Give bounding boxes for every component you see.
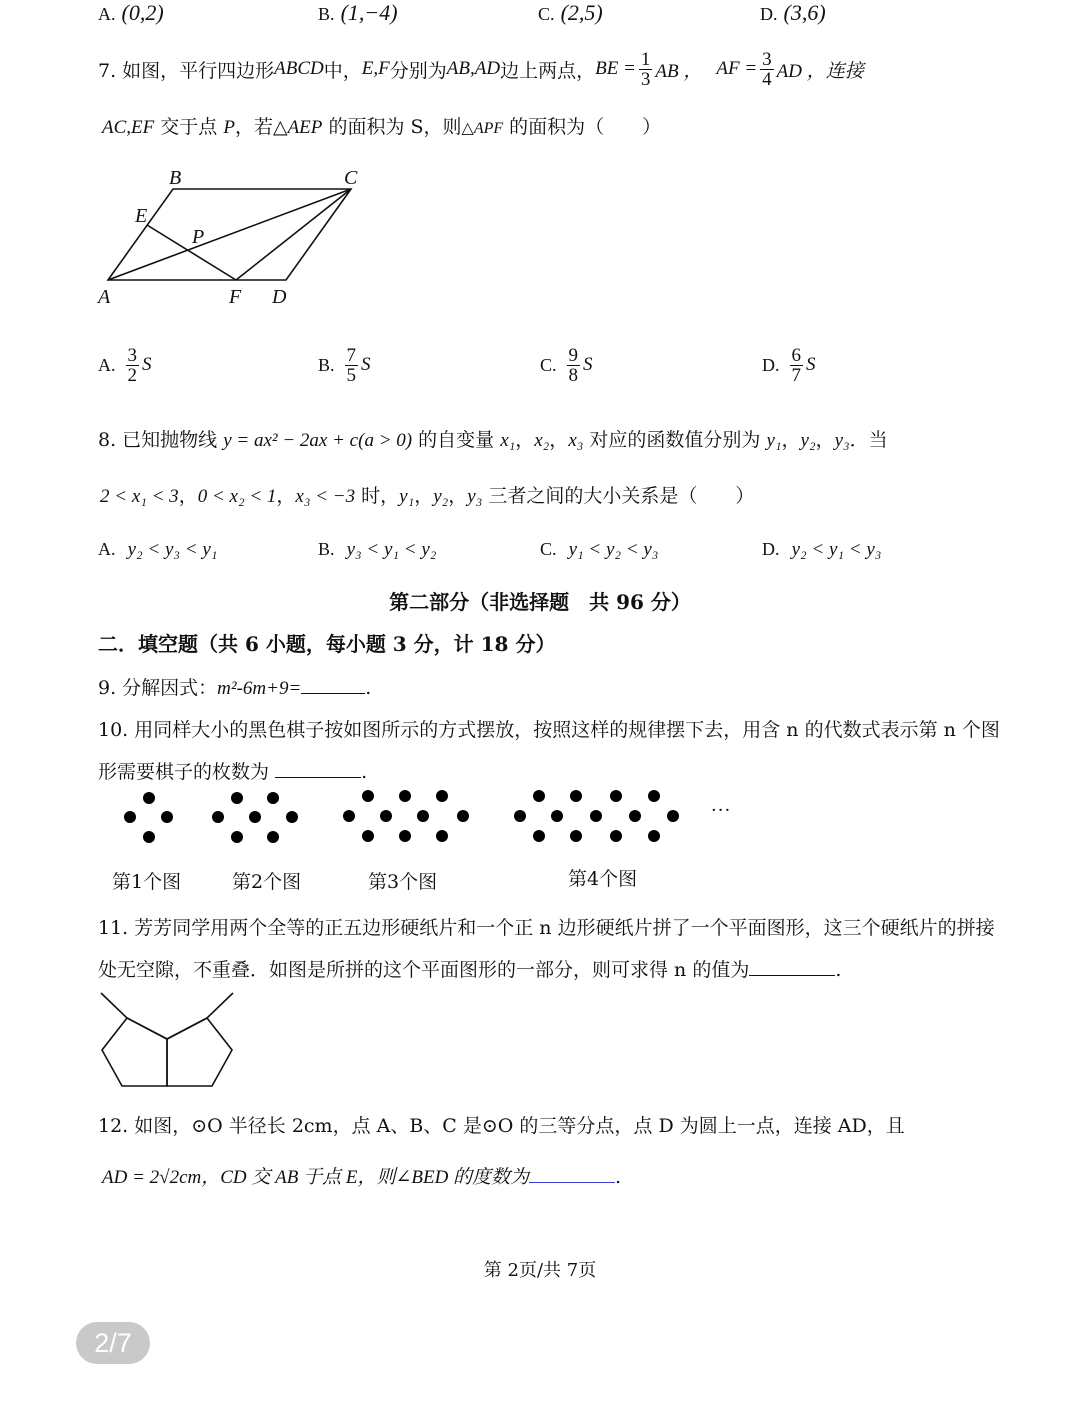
left-extension-line	[101, 993, 127, 1018]
dot	[143, 831, 155, 843]
left-pentagon	[102, 1018, 167, 1086]
label-f: F	[229, 286, 242, 308]
caption-figure-3: 第3个图	[368, 871, 438, 893]
dot	[380, 810, 392, 822]
caption-figure-2: 第2个图	[232, 871, 302, 893]
dot	[436, 790, 448, 802]
dot	[610, 790, 622, 802]
q10-line-1: 10. 用同样大小的黑色棋子按如图所示的方式摆放，按照这样的规律摆下去，用含 n 的代数式表示第 n 个图	[98, 719, 1000, 741]
q8-option-d: D. y₂ < y₁ < y₃	[762, 539, 882, 560]
label-d: D	[272, 286, 287, 308]
q11-line-1: 11. 芳芳同学用两个全等的正五边形硬纸片和一个正 n 边形硬纸片拼了一个平面图形，这三个硬纸片的拼接	[98, 917, 995, 939]
label-c: C	[344, 167, 358, 189]
q12-answer-blank[interactable]	[529, 1182, 615, 1183]
q9-answer-blank[interactable]	[301, 693, 365, 694]
q6-option-a: A. (0,2)	[98, 0, 164, 25]
dot	[362, 830, 374, 842]
page-indicator-badge[interactable]: 2/7	[76, 1322, 150, 1364]
dot	[610, 830, 622, 842]
dot	[267, 792, 279, 804]
q11-line-2: 处无空隙，不重叠．如图是所拼的这个平面图形的一部分，则可求得 n 的值为 .	[98, 959, 842, 981]
caption-figure-4: 第4个图	[568, 868, 638, 890]
dot	[648, 830, 660, 842]
dot	[399, 830, 411, 842]
q7-line-2: AC,EF 交于点 P，若△AEP 的面积为 S，则△APF 的面积为（ ）	[102, 116, 662, 138]
right-extension-line	[207, 993, 233, 1018]
q6-option-d: D. (3,6)	[760, 0, 826, 25]
dot	[343, 810, 355, 822]
dot	[161, 811, 173, 823]
q9: 9. 分解因式：m²-6m+9= .	[98, 677, 372, 699]
dot	[212, 811, 224, 823]
q7-option-c: C. $\frac{9}{8}$ S	[540, 344, 593, 386]
af-fraction: $\frac{3}{4}$	[762, 48, 772, 90]
dot	[362, 790, 374, 802]
dot	[267, 831, 279, 843]
pentagon-figure	[96, 990, 241, 1100]
q11-answer-blank[interactable]	[749, 975, 835, 976]
dot	[570, 830, 582, 842]
dot	[417, 810, 429, 822]
dots-ellipsis: ···	[711, 800, 732, 821]
diagonal-ac	[108, 189, 351, 280]
q8-line-2: 2 < x₁ < 3，0 < x₂ < 1，x₃ < −3 时，y₁，y₂，y₃ 三者之间的大小关系是（ ）	[100, 485, 755, 507]
parallelogram-figure	[96, 160, 376, 310]
section2-title: 二．填空题（共 6 小题，每小题 3 分，计 18 分）	[98, 632, 556, 656]
shared-top-edge	[167, 1018, 207, 1039]
segment-fc	[236, 189, 351, 280]
dot	[590, 810, 602, 822]
q6-option-c: C. (2,5)	[538, 0, 603, 25]
dot	[457, 810, 469, 822]
dot	[533, 790, 545, 802]
dot	[570, 790, 582, 802]
dot	[231, 792, 243, 804]
label-e: E	[135, 205, 148, 227]
dot	[286, 811, 298, 823]
be-fraction: $\frac{1}{3}$	[640, 48, 651, 90]
dot	[551, 810, 563, 822]
label-b: B	[169, 167, 182, 189]
page-footer: 第 2页/共 7页	[483, 1260, 597, 1281]
dot	[231, 831, 243, 843]
dot	[667, 810, 679, 822]
label-p: P	[192, 226, 205, 248]
q8-option-a: A. y₂ < y₃ < y₁	[98, 539, 218, 560]
q6-option-b: B. (1,−4)	[318, 0, 398, 25]
q12-line-1: 12. 如图，⊙O 半径长 2cm，点 A、B、C 是⊙O 的三等分点，点 D 为圆上一点，连接 AD，且	[98, 1115, 905, 1137]
dot	[124, 811, 136, 823]
dot	[143, 792, 155, 804]
q7-line-1: 7. 如图，平行四边形 ABCD 中， E,F 分别为 AB,AD 边上两点， BE = $\frac{1}{3}$ AB ， AF = $\frac{3}{4}$ AD ，连接	[98, 48, 864, 90]
dot	[648, 790, 660, 802]
q8-option-c: C. y₁ < y₂ < y₃	[540, 539, 659, 560]
q10-answer-blank[interactable]	[275, 777, 361, 778]
caption-figure-1: 第1个图	[112, 871, 182, 893]
dot	[514, 810, 526, 822]
label-a: A	[98, 286, 111, 308]
q8-line-1: 8. 已知抛物线 y = ax² − 2ax + c(a > 0) 的自变量 x₁，x₂，x₃ 对应的函数值分别为 y₁，y₂，y₃．当	[98, 429, 888, 451]
dot	[436, 830, 448, 842]
q10-line-2: 形需要棋子的枚数为 .	[98, 761, 368, 783]
dot	[629, 810, 641, 822]
part2-title: 第二部分（非选择题 共 96 分）	[389, 590, 691, 614]
q7-option-a: A. $\frac{3}{2}$ S	[98, 344, 152, 386]
dot	[533, 830, 545, 842]
q7-option-b: B. $\frac{7}{5}$ S	[318, 344, 371, 386]
dot	[399, 790, 411, 802]
q8-option-b: B. y₃ < y₁ < y₂	[318, 539, 437, 560]
q7-option-d: D. $\frac{6}{7}$ S	[762, 344, 816, 386]
dot	[249, 811, 261, 823]
q12-line-2: AD = 2√2cm，CD 交 AB 于点 E，则∠BED 的度数为 .	[102, 1166, 622, 1188]
right-pentagon	[167, 1018, 232, 1086]
left-top-edge	[127, 1018, 167, 1039]
